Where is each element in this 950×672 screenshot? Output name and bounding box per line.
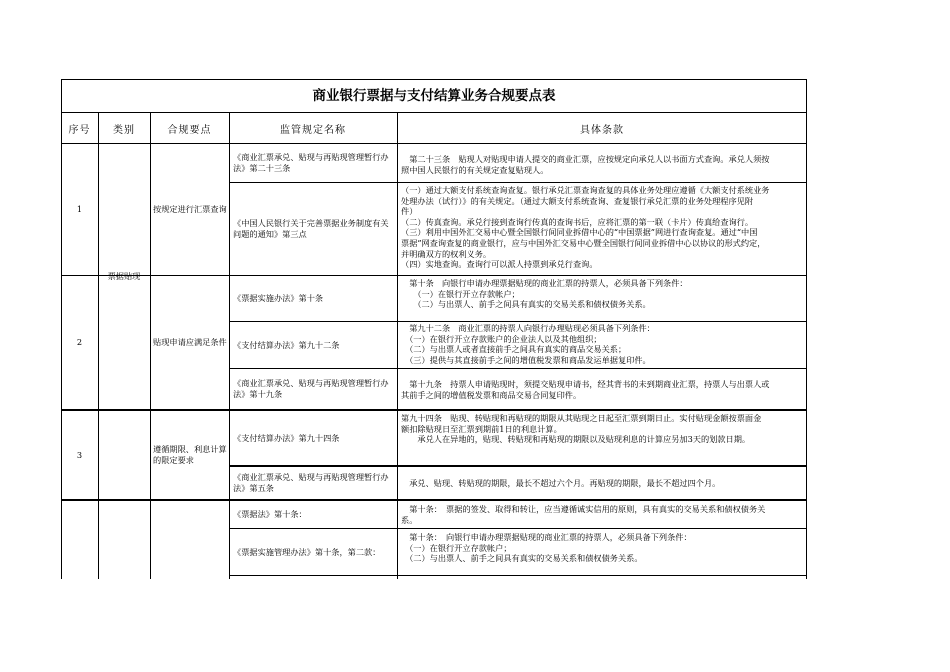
clause-line: （三）提供与其直接前手之间的增值税发票和商品发运单据复印件。 [401, 354, 651, 365]
clause-line: 第十条： 向银行申请办理票据贴现的商业汇票的持票人，必须具备下列条件： [401, 532, 692, 542]
clause-line: 并明确双方的权利义务。 [401, 248, 492, 259]
clause-line: （二）与出票人或者直接前手之间具有真实的商品交易关系； [401, 344, 627, 355]
seq-cell [61, 143, 98, 275]
clause-cell [401, 154, 805, 180]
title-bottom-border [61, 112, 807, 113]
reg-name: 《商业汇票承兑、贴现与再贴现管理暂行办法》第五条 [233, 472, 389, 493]
point-cell [153, 143, 227, 275]
row-line [229, 575, 807, 576]
clause-line: （二）与出票人、前手之间具有真实的交易关系和债权债务关系。 [401, 299, 651, 310]
reg-name: 《中国人民银行关于完善票据业务制度有关问题的通知》第三点 [233, 218, 389, 239]
reg-name-cell [233, 501, 395, 528]
compliance-table [61, 79, 807, 579]
seq-number: 2 [76, 337, 83, 348]
clause-line: （一）在银行开立存款帐户； [401, 288, 520, 299]
clause-line: 第十条 向银行申请办理票据贴现的商业汇票的持票人，必须具备下列条件： [401, 278, 688, 288]
reg-name-cell [233, 529, 395, 575]
reg-name: 《商业汇票承兑、贴现与再贴现管理暂行办法》第十九条 [233, 378, 389, 399]
page-title: 商业银行票据与支付结算业务合规要点表 [312, 88, 556, 104]
clause-line: （二）与出票人、前手之间具有真实的交易关系和债权债务关系。 [401, 553, 643, 564]
clause-line: 额扣除贴现日至汇票到期前1日的利息计算。 [401, 423, 562, 434]
clause-cell [401, 413, 805, 463]
clause-cell [401, 278, 805, 320]
header-category: 类别 [113, 124, 135, 136]
reg-name-cell [233, 411, 395, 465]
clause-line: 承兑、贴现、转贴现的期限，最长不超过六个月。再贴现的期限，最长不超过四个月。 [401, 477, 721, 488]
clause-line: 处理办法（试行）》的有关规定。（通过大额支付系统查询、查复银行承兑汇票的业务处理程序见附 [401, 195, 754, 206]
col-divider [229, 112, 230, 579]
point-label: 遵循期限、利息计算的限定要求 [153, 444, 227, 465]
category-label: 票据贴现 [107, 270, 141, 281]
header-point: 合规要点 [167, 124, 212, 136]
reg-name: 《支付结算办法》第九十二条 [233, 339, 340, 350]
header-seq: 序号 [68, 124, 91, 136]
col-divider [397, 112, 398, 579]
category-cell [98, 143, 150, 409]
header-reg-name: 监管规定名称 [280, 124, 346, 136]
reg-name-cell [233, 183, 395, 275]
reg-name: 《票据法》第十条： [233, 509, 307, 520]
clause-line: 第十九条 持票人申请贴现时，须提交贴现申请书，经其背书的未到期商业汇票，持票人与出票人或 [401, 379, 770, 389]
seq-number: 3 [76, 449, 83, 460]
clause-line: （四）实地查询。查询行可以派人持票到承兑行查询。 [401, 259, 598, 270]
reg-name: 《票据实施管理办法》第十条，第二款： [233, 546, 381, 557]
reg-name-cell [233, 145, 395, 181]
reg-name: 《商业汇票承兑、贴现与再贴现管理暂行办法》第二十三条 [233, 152, 389, 173]
point-cell [153, 411, 227, 499]
clause-cell [401, 504, 805, 528]
clause-line: 第二十三条 贴现人对贴现申请人提交的商业汇票，应按规定向承兑人以书面方式查询。承兑人须按 [401, 154, 770, 164]
seq-number: 1 [76, 203, 83, 214]
seq-cell [61, 276, 98, 409]
header-clauses: 具体条款 [580, 124, 624, 136]
clause-cell [401, 467, 805, 499]
clause-line: 其前手之间的增值税发票和商品交易合同复印件。 [401, 389, 582, 400]
clause-line: （一）在银行开立存款账户的企业法人以及其他组织； [401, 333, 602, 344]
clause-line: 照中国人民银行的有关规定查复贴现人。 [401, 164, 549, 175]
reg-name: 《支付结算办法》第九十四条 [233, 432, 340, 443]
clause-line: （一）在银行开立存款帐户； [401, 542, 512, 553]
clause-line: 票据”网查询查复的商业银行，应与中国外汇交易中心暨全国银行间同业拆借中心以协议的形式约定， [401, 237, 766, 248]
clause-line: 第九十二条 商业汇票的持票人向银行办理贴现必须具备下列条件： [401, 323, 655, 333]
clause-cell [401, 379, 805, 407]
clause-cell [401, 185, 805, 275]
clause-line: （一）通过大额支付系统查询查复。银行承兑汇票查询查复的具体业务处理应遵循《大额支付系统业务 [401, 185, 770, 195]
reg-name-cell [233, 276, 395, 321]
group-3-bottom-border [61, 499, 807, 501]
clause-line: 系。 [401, 514, 418, 525]
point-label: 按规定进行汇票查询 [153, 203, 227, 214]
reg-name-cell [233, 369, 395, 409]
clause-line: （三）利用中国外汇交易中心暨全国银行间同业拆借中心的“中国票据”网进行查询查复。通过“中国 [401, 227, 758, 238]
col-divider [150, 112, 151, 579]
clause-line: 第十条： 票据的签发、取得和转让，应当遵循诚实信用的原则，具有真实的交易关系和债权债务关 [401, 504, 766, 514]
reg-name: 《票据实施办法》第十条 [233, 293, 324, 304]
point-label: 贴现申请应满足条件 [153, 337, 227, 348]
clause-line: 件） [401, 206, 418, 217]
clause-line: （二）传真查询。承兑行接到查询行传真的查询书后，应将汇票的第一联（卡片）传真给查询行。 [401, 216, 754, 227]
clause-cell [401, 532, 805, 575]
reg-name-cell [233, 467, 395, 499]
clause-line: 第九十四条 贴现、转贴现和再贴现的期限从其贴现之日起至汇票到期日止。实付贴现金额按票面金 [401, 413, 762, 423]
clause-line: 承兑人在异地的，贴现、转贴现和再贴现的期限以及贴现利息的计算应另加3天的划款日期。 [401, 434, 751, 445]
point-cell [153, 276, 227, 409]
reg-name-cell [233, 322, 395, 368]
clause-cell [401, 323, 805, 368]
table-right-border [806, 79, 807, 579]
seq-cell [61, 411, 98, 499]
